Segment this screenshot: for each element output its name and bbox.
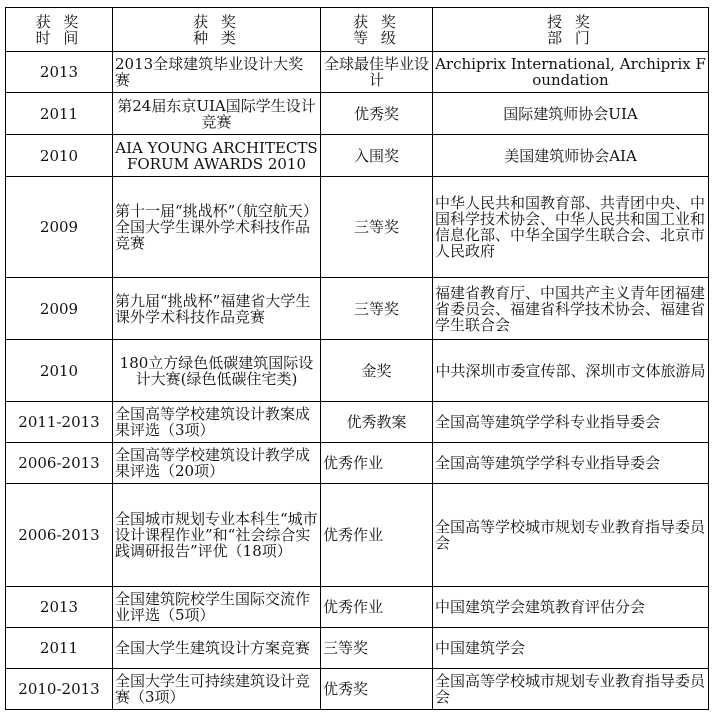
- cell-time: 2013: [6, 52, 113, 93]
- cell-org: 美国建筑师协会AIA: [433, 135, 709, 177]
- cell-type: 第九届“挑战杯”福建省大学生课外学术科技作品竞赛: [113, 278, 321, 340]
- cell-level: 三等奖: [321, 628, 433, 669]
- cell-level: 优秀作业: [321, 587, 433, 628]
- cell-type: 全国大学生可持续建筑设计竞赛（3项）: [113, 669, 321, 710]
- cell-type: 2013全球建筑毕业设计大奖赛: [113, 52, 321, 93]
- cell-level: 三等奖: [321, 278, 433, 340]
- header-org: [433, 8, 709, 52]
- cell-level: 全球最佳毕业设计: [321, 52, 433, 93]
- cell-org: 全国高等学校城市规划专业教育指导委员会: [433, 669, 709, 710]
- table-row: [6, 278, 709, 340]
- header-org-line2: 部 门: [547, 28, 594, 47]
- cell-type: 全国建筑院校学生国际交流作业评选（5项）: [113, 587, 321, 628]
- cell-type: AIA YOUNG ARCHITECTS FORUM AWARDS 2010: [113, 135, 321, 177]
- table-row: [6, 628, 709, 669]
- cell-org: 全国高等建筑学学科专业指导委会: [433, 402, 709, 443]
- table-row: [6, 587, 709, 628]
- header-level: [321, 8, 433, 52]
- table-row: [6, 340, 709, 402]
- cell-time: 2010-2013: [6, 669, 113, 710]
- cell-level: 金奖: [321, 340, 433, 402]
- cell-level: 优秀作业: [321, 484, 433, 587]
- table-row: [6, 484, 709, 587]
- cell-time: 2011: [6, 628, 113, 669]
- cell-type: 第24届东京UIA国际学生设计竞赛: [113, 93, 321, 135]
- cell-level: 优秀作业: [321, 443, 433, 484]
- header-time: [6, 8, 113, 52]
- cell-org: Archiprix International, Archiprix Foundation: [433, 52, 709, 93]
- cell-time: 2010: [6, 135, 113, 177]
- cell-type: 第十一届“挑战杯”（航空航天）全国大学生课外学术科技作品竞赛: [113, 177, 321, 278]
- cell-type: 全国高等学校建筑设计教学成果评选（20项）: [113, 443, 321, 484]
- cell-org: 中共深圳市委宣传部、深圳市文体旅游局: [433, 340, 709, 402]
- cell-level: 三等奖: [321, 177, 433, 278]
- table-row: [6, 443, 709, 484]
- cell-time: 2006-2013: [6, 443, 113, 484]
- table-row: [6, 402, 709, 443]
- cell-time: 2011-2013: [6, 402, 113, 443]
- cell-type: 全国城市规划专业本科生“城市设计课程作业”和“社会综合实践调研报告”评优（18项）: [113, 484, 321, 587]
- header-org-line1: 授 奖: [547, 12, 594, 31]
- cell-time: 2009: [6, 177, 113, 278]
- cell-org: 全国高等学校城市规划专业教育指导委员会: [433, 484, 709, 587]
- table-row: [6, 135, 709, 177]
- table-row: [6, 177, 709, 278]
- awards-table: [5, 7, 709, 710]
- cell-level: 优秀教案: [321, 402, 433, 443]
- cell-type: 180立方绿色低碳建筑国际设计大赛(绿色低碳住宅类): [113, 340, 321, 402]
- cell-type: 全国高等学校建筑设计教案成果评选（3项）: [113, 402, 321, 443]
- cell-time: 2013: [6, 587, 113, 628]
- cell-org: 福建省教育厅、中国共产主义青年团福建省委员会、福建省科学技术协会、福建省学生联合会: [433, 278, 709, 340]
- cell-type: 全国大学生建筑设计方案竞赛: [113, 628, 321, 669]
- table-row: [6, 52, 709, 93]
- header-type-line1: 获 奖: [193, 12, 240, 31]
- cell-time: 2011: [6, 93, 113, 135]
- cell-org: 全国高等建筑学学科专业指导委会: [433, 443, 709, 484]
- table-row: [6, 93, 709, 135]
- header-row: [6, 8, 709, 52]
- cell-time: 2006-2013: [6, 484, 113, 587]
- cell-level: 入围奖: [321, 135, 433, 177]
- header-level-line2: 等 级: [353, 28, 400, 47]
- cell-level: 优秀奖: [321, 93, 433, 135]
- header-time-line2: 时 间: [35, 28, 83, 47]
- table-row: [6, 669, 709, 710]
- header-time-line1: 获 奖: [35, 12, 83, 31]
- header-level-line1: 获 奖: [353, 12, 400, 31]
- cell-level: 优秀奖: [321, 669, 433, 710]
- header-type: [113, 8, 321, 52]
- cell-time: 2010: [6, 340, 113, 402]
- cell-time: 2009: [6, 278, 113, 340]
- cell-org: 中华人民共和国教育部、共青团中央、中国科学技术协会、中华人民共和国工业和信息化部、中华全国学生联合会、北京市人民政府: [433, 177, 709, 278]
- cell-org: 中国建筑学会: [433, 628, 709, 669]
- cell-org: 国际建筑师协会UIA: [433, 93, 709, 135]
- header-type-line2: 种 类: [193, 28, 240, 47]
- cell-org: 中国建筑学会建筑教育评估分会: [433, 587, 709, 628]
